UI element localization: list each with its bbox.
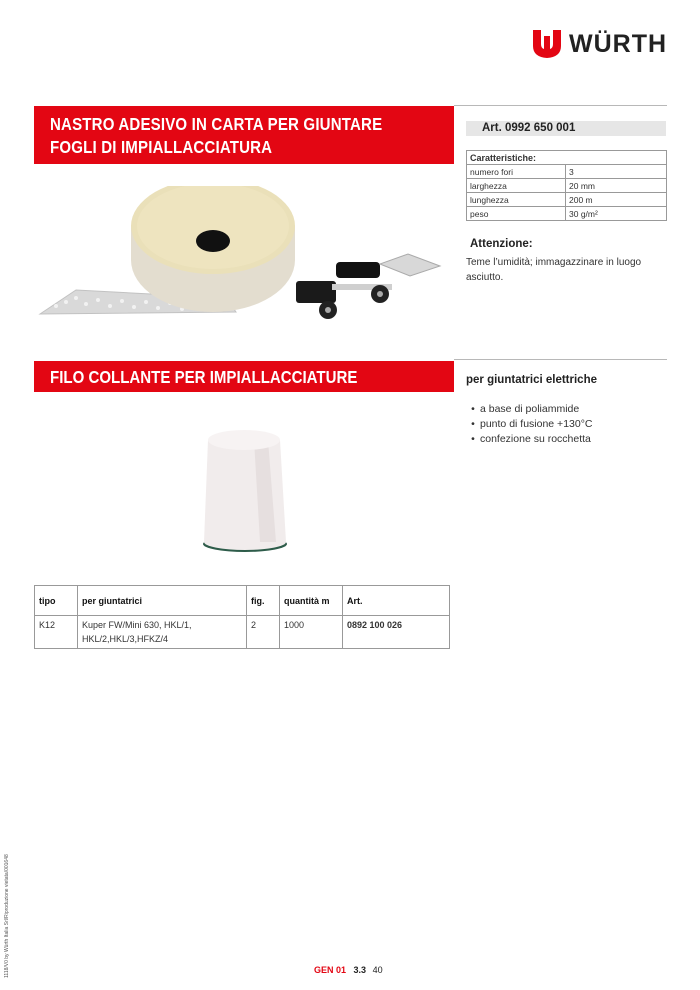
product1-title-line2: FOGLI DI IMPIALLACCIATURA xyxy=(50,137,273,157)
char-value: 20 mm xyxy=(566,179,667,193)
cell-giuntatrici-line1: Kuper FW/Mini 630, HKL/1, xyxy=(82,620,192,630)
table-row xyxy=(35,616,450,649)
list-item: • confezione su rocchetta xyxy=(466,432,593,447)
char-value: 30 g/m² xyxy=(566,207,667,221)
product2-title-banner xyxy=(34,361,454,392)
page-footer xyxy=(314,965,383,975)
char-label: larghezza xyxy=(467,179,566,193)
product2-subtitle: per giuntatrici elettriche xyxy=(466,374,598,386)
product1-art-label: Art. 0992 650 001 xyxy=(482,122,576,134)
product2-title: FILO COLLANTE PER IMPIALLACCIATURE xyxy=(50,367,358,387)
product1-title-line1: NASTRO ADESIVO IN CARTA PER GIUNTARE xyxy=(50,114,383,134)
cell-quantita: 1000 xyxy=(280,616,343,649)
wurth-logo xyxy=(531,28,671,60)
list-item: • a base di poliammide xyxy=(466,402,593,417)
table-row xyxy=(467,165,667,179)
char-label: numero fori xyxy=(467,165,566,179)
char-value: 200 m xyxy=(566,193,667,207)
col-giuntatrici: per giuntatrici xyxy=(78,586,247,616)
table-header-row xyxy=(35,586,450,616)
divider xyxy=(454,105,667,106)
cell-fig: 2 xyxy=(247,616,280,649)
copyright-side-text: 1118/V0 by Würth Italia Srl/Riproduzione vietata/001648 xyxy=(4,854,10,978)
table-row xyxy=(467,207,667,221)
table-row xyxy=(467,179,667,193)
characteristics-table xyxy=(466,150,667,221)
cell-giuntatrici-line2: HKL/2,HKL/3,HFKZ/4 xyxy=(82,634,169,644)
footer-page-number: 40 xyxy=(372,965,383,975)
product1-art-number xyxy=(466,121,666,136)
divider xyxy=(454,359,667,360)
footer-chapter: 3.3 xyxy=(353,965,367,975)
adhesive-tape-roll-image xyxy=(36,186,450,326)
col-quantita: quantità m xyxy=(280,586,343,616)
product1-title-banner xyxy=(34,106,454,164)
attention-text: Teme l’umidità; immagazzinare in luogo asciutto. xyxy=(466,257,642,283)
wurth-logo-icon xyxy=(531,28,563,60)
cell-tipo: K12 xyxy=(35,616,78,649)
footer-section: GEN 01 xyxy=(314,965,347,975)
glue-spool-image xyxy=(196,422,296,556)
attention-title: Attenzione: xyxy=(470,238,533,250)
list-item: • punto di fusione +130°C xyxy=(466,417,593,432)
cell-art: 0892 100 026 xyxy=(343,616,450,649)
char-label: peso xyxy=(467,207,566,221)
col-art: Art. xyxy=(343,586,450,616)
product-table xyxy=(34,585,450,649)
col-fig: fig. xyxy=(247,586,280,616)
cell-giuntatrici xyxy=(78,616,247,649)
feature-list xyxy=(466,402,593,447)
characteristics-header: Caratteristiche: xyxy=(467,151,667,165)
char-label: lunghezza xyxy=(467,193,566,207)
table-row xyxy=(467,193,667,207)
brand-name: WÜRTH xyxy=(569,30,668,58)
char-value: 3 xyxy=(566,165,667,179)
col-tipo: tipo xyxy=(35,586,78,616)
